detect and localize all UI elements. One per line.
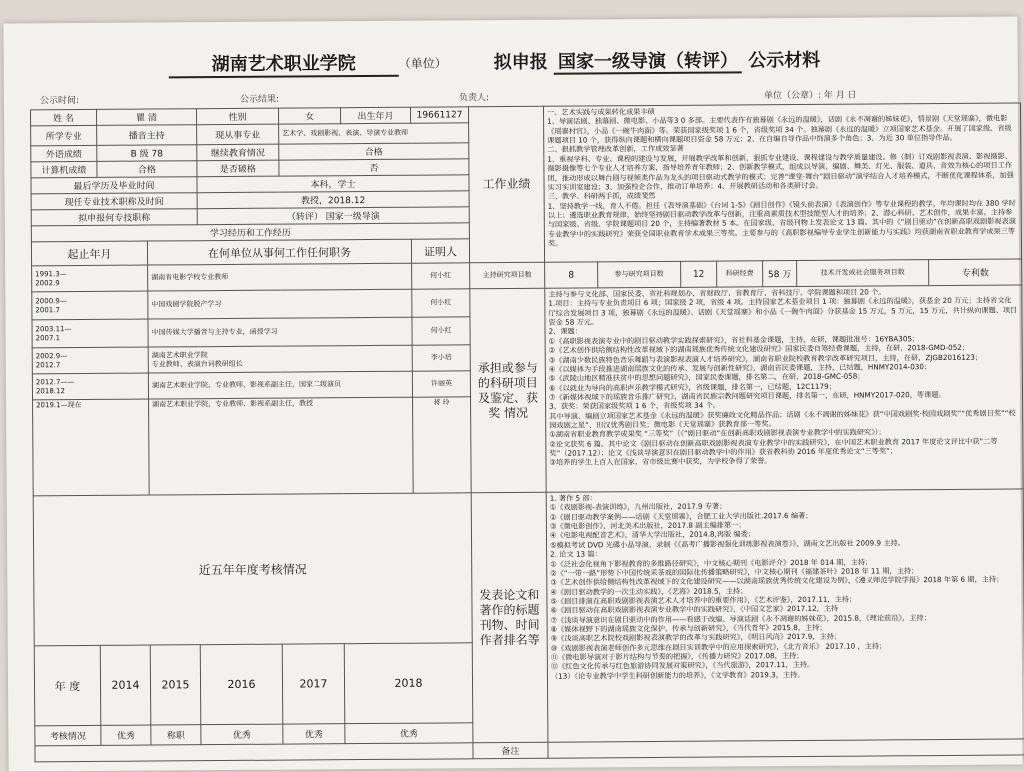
history-time: 2002.9— 2012.7 (32, 347, 148, 374)
history-time: 2000.9— 2001.7 (32, 291, 148, 320)
publication-line: ⑫《红色文化传承与红色旅游协同发展对策研究》，《当代旅游》，2017.11，主持。 (550, 660, 815, 672)
research-text (545, 285, 1023, 492)
person-in-charge: 负责人: (458, 93, 490, 104)
current-major-label: 现从事专业 (197, 124, 279, 145)
publication-line: ⑨《浅谈高职艺术院校戏剧影视表演教学的改革与实践研究》，《明日风尚》2017.9，主持； (550, 632, 842, 644)
result-cell: 优秀 (345, 723, 473, 744)
major-label: 所学专业 (31, 125, 97, 145)
publications-text (546, 489, 1024, 742)
publication-line: 2. 论文 13 篇： (550, 549, 602, 559)
research-line: 其中导演、编剧立项国家艺术基金《永远的温暖》获奖廉政文化精品作品；话剧《永不凋谢的姊妹花》获“中国戏剧奖·校园戏剧奖”“优秀剧目奖”“校园戏剧之星”、田汉优秀剧目奖；微电影《天堂瑶寨》获教育部一等奖。 (549, 408, 1016, 430)
result-label: 考核情况 (35, 725, 101, 745)
stat-join-label: 参与研究项目数 (598, 261, 681, 288)
current-major-value: 艺术学、戏剧影视、表演、导演专业教师 (279, 123, 469, 144)
research-line: ①《高职影视表演专业中的剧目驱动教学实践探索研究》，省社科基金课题，主持，在研，课题批准号：16YBA305； (548, 333, 920, 346)
apply-title-label: 拟申报何专技职称 (31, 209, 197, 226)
gender-label: 性别 (197, 108, 279, 125)
publication-line: ⑤模拟考试 DVD 光碟小品导演、录制《《高考广播影视强化训练影视表演卷》》，湖南文艺出版社 2009.9 主持。 (550, 538, 905, 550)
publication-line: ③《艺术创作供给侧结构性改革视域下的文化建设研究——以湖南瑶族优秀传统文化建设为例》，《遵义师范学院学报》2018 年第 6 期，主持； (550, 574, 1004, 587)
computer-value: 合格 (97, 161, 197, 178)
publication-line: ①《戏剧影视-表演训练》，九州出版社，2017.9 专著； (549, 501, 727, 513)
publication-line: ④《电影电视配音艺术》，清华大学出版社，2014.8,再版 编委； (549, 529, 756, 541)
stat-patent-label (929, 259, 1022, 286)
apply-suffix: 公示材料 (748, 49, 821, 72)
history-witness: 何小红 (412, 317, 470, 345)
document-title (4, 44, 1018, 81)
remark-label: 备注 (473, 742, 548, 759)
research-line: 2、课题： (548, 326, 582, 337)
research-label: 承担或参与的科研项目及鉴定、获奖 情况 (470, 288, 546, 493)
breach-label: 是否破格 (197, 160, 279, 177)
remark-value (548, 739, 1024, 758)
achievement-line: 1、坚持教学一线，育人不倦。担任《表导演基础》《台词 1-5》《剧目创作》《镜头前表演》《表演创作》等专业课程的教学，年均课时均在 380 学时以上；遴选职业教育规律，始终坚持剧目驱动教学改革与创新，注重高素质技术型技能型人才的培养；2、潜心科研、艺术创作，成果丰富。主持参与国家级、省级、学院课题项目 20 个，主持编著教材 5 本。在国家级、省级刊物上发表论文 13 篇。其中的《“剧目驱动”在创新高职戏剧影视表演专业教学中的实践研究》荣获全国职业教育学术成果三等奖。主要参与的《高职影视编导专业学生创新能力与实践》均获湖南省职业教育学成果三等奖。 (547, 198, 1016, 248)
research-line: 主持与参与文化部、国家民委、省社科规划办、省财政厅、省教育厅、省科技厅、学院课题和项目 20 个。 (548, 287, 886, 299)
research-line: 3、获奖：荣获国家级奖项 1 6 个，省级奖项 34 个。 (549, 400, 720, 412)
achievement-line: 1、重视学科、专业、课程的建设与发展，开展教学改革和创新，狠抓专业建设、课程建设与教学质量建设。修（制）订戏剧影视表演、影视摄影、摄影摄像等七个专业人才培养方案，指导培养青年教师；2、创新教学模式，组成以导演、编剧、舞美、灯光、服装、道具、音效为核心的项目工作团，推动形成以舞台剧与视频类作品为龙头的项目驱动式教学的模式；完善“课堂·舞台”剧目驱动”演学结合人才培养模式，不断优化课程体系，加强实习实训室建设；3、加强校企合作，推动订单培养；4、开展教研活动和各类研讨会。 (547, 151, 1014, 192)
result-cell: 优秀 (283, 724, 345, 744)
notice-time: 公示时间: (39, 96, 80, 107)
year-cell: 2015 (150, 645, 201, 725)
publication-line: ⑥《剧目驱动在高职戏剧影视表演专业教学中的实践研究》，《中国文艺家》2017.12，主持 (550, 604, 839, 616)
gender-value: 女 (278, 108, 340, 124)
foreign-label: 外语成绩 (31, 145, 97, 161)
stat-fund-label: 科研经费 (717, 261, 763, 287)
history-col-time: 起止年月 (31, 241, 147, 266)
history-witness: 许丽英 (412, 371, 470, 397)
year-cell: 2018 (344, 643, 473, 724)
computer-label: 计算机成绩 (31, 161, 97, 177)
title-time-value: 教授，2018.12 (197, 191, 469, 209)
unit-label: （单位） (398, 56, 447, 71)
apply-prefix: 拟申报 (493, 51, 548, 74)
history-witness: 蒋 玲 (413, 397, 472, 493)
history-col-work: 在何单位从事何工作任何职务 (147, 239, 411, 265)
assessment-title: 近五年年度考核情况 (33, 493, 472, 646)
research-line: ⑤《武陵山地区精准扶贫中的思想问题研究》，国家民委课题，排名第二，在研，2018-GMC-058； (548, 371, 865, 383)
publication-line: ⑩《戏剧影视表演老师创作多元思维在剧目实训教学中的应用探索研究》，《北方音乐》 2017.10 ，主持； (550, 641, 887, 653)
publication-line: 1. 著作 5 部： (549, 493, 597, 503)
institution-name: 湖南艺术职业学院 (169, 49, 399, 79)
publication-line: ②《“一带一路”形势下中国传统采茶戏的国际化传播策略研究》，中文核心期刊《福建茶叶》2018 年 11 期，主持； (550, 566, 919, 578)
name-value: 瞿 清 (97, 109, 197, 126)
publication-line: ⑦《浅谈导演意识在剧目驱动中的作用——看感于改编、导演话剧《永不凋谢的姊妹花》，2015.8，《理论前沿》，主持； (550, 612, 931, 625)
foreign-value: B 级 78 (97, 145, 197, 162)
history-work: 湖南艺术职业学院，专业教师、影视系副主任，国家二级演员 (148, 371, 412, 399)
continuing-value: 合格 (279, 143, 469, 160)
major-value: 播音主持 (97, 125, 197, 146)
year-cell: 2014 (100, 645, 151, 725)
research-line: ③培养的学生上百人在国家、省市级比赛中获奖，为学校争得了荣誉。 (549, 456, 772, 468)
history-time: 2003.11— 2007.1 (32, 319, 148, 348)
achievement-line: 1、导演话剧、独幕剧、微电影、小品等3 0 多部。主要代表作有独幕剧《永远的温暖》，话剧《永不凋谢的姊妹花》，情景剧《天堂瑶寨》，微电影《瑶寨村官》，小品《一碗牛肉面》等。荣获国家级奖项 1 6 个，省级奖项 34 个。独幕剧《永远的温暖》立项国家艺术基金。开展了国家级、省级课题项目 10 个，获得纵向课题和横向课题项目资金 58 万元；2、在自编自导作品中饰演多个角色；3、为近 30 单位指导作品。 (547, 113, 1012, 145)
achievement-line: 二、狠抓教学管理改革创新，工作成效显著 (547, 144, 684, 155)
year-cell: 2016 (200, 644, 283, 725)
document-sheet (3, 16, 1022, 771)
history-work: 湖南艺术职业学院，专业教师、影视系副主任，教授 (149, 397, 414, 495)
stat-fund-value: 58 万 (763, 261, 797, 287)
achievement-line: 一、艺术实践与成果转化成果丰硕 (547, 107, 655, 117)
stat-host-label: 主持研究项目数 (470, 262, 545, 289)
publication-line: ③《微电影创作》，河北美术出版社，2017.8 副主编排第一； (549, 520, 746, 531)
year-cell: 2017 (282, 644, 345, 724)
history-witness: 何小红 (412, 289, 470, 317)
history-work: 湖南省电影学校专业教师 (148, 263, 412, 291)
continuing-label: 继续教育情况 (197, 144, 279, 161)
edu-value: 本科，学士 (197, 175, 469, 193)
research-line: ④《以媒体为手段推进湖南瑶族文化的传承、发展与创新性研究》，湖南省民委课题，主持，已结题，HNMY2014-030； (548, 361, 932, 374)
publication-line: ⑧《媒体视野下的湖南瑶族文化保护、传承与创新研究》，《当代青年》2015.8，主持； (550, 622, 827, 634)
achievement-text (543, 103, 1021, 262)
year-label: 年 度 (34, 645, 101, 725)
stat-service-label: 技术开发或社会服务项目数 (797, 260, 929, 287)
research-line: ②论文获奖 6 篇。其中论文《剧目驱动在创新高职戏剧影视表演专业教学中的实践研究》，在中国艺术职业教育 2017 年度论文评比中获“二等奖”（2017.12）；论文《浅谈导演意识在剧目驱动教学中的作用》获省教科协 2016 年度优秀论文“三等奖”； (549, 436, 998, 458)
result-cell: 优秀 (101, 725, 151, 745)
publication-line: ⑤《剧目排演在高职戏剧影视表演艺术人才培养中的重要作用》，《艺术评鉴》，2017.11，主持； (550, 594, 857, 606)
apply-target: 国家一级导演（转评） (554, 50, 742, 74)
history-time: 2019.1—现在 (33, 399, 150, 496)
publication-line: ④《剧目驱动教学的一次生动实践》，《艺海》2018.5，主持； (550, 585, 748, 597)
history-time: 2012.7—— 2018.12 (32, 373, 148, 400)
form-table (30, 102, 1024, 762)
birth-label: 出生年月 (340, 107, 410, 123)
publication-line: ⑪《微电影导演对于影片结构与节奏的把握》，《传播力研究》2017.08，主持； (550, 651, 804, 662)
history-work: 中国传媒大学播音与主持专业，函授学习 (148, 317, 412, 347)
publication-line: ②《剧目驱动教学案例——话剧《天堂瑶寨》，合肥工业大学出版社.2017.6 编著； (549, 510, 813, 522)
breach-value: 否 (279, 159, 469, 176)
result-cell: 优秀 (201, 724, 283, 745)
edu-label: 最后学历及毕业时间 (31, 177, 197, 194)
research-line: 1.项目：主持与专业负责项目 6 项；国家级 2 项，省级 4 项。主持国家艺术基金项目 1 项：独幕剧《永远的温暖》，获基金 20 万元；主持省文化厅综合发展项目 3 项，独幕剧《永远的温暖》、话剧《天堂瑶寨》和小品《一碗牛肉面》分获基金 15 万元，5 万元，15 万元，共计纵向课题、项目资金 58 万元。 (548, 295, 1018, 327)
research-line: ⑥《以就业为导向的高职声乐教学模式研究》，省级课题，排名第一，已结题，12C1179； (548, 381, 836, 393)
research-line: ②《艺术创作供给侧结构性改革视域下的湖南瑶族优秀传统文化建设研究》国家民委自筹经费课题，主持，在研，2018-GMD-052； (548, 342, 970, 355)
birth-value: 19661127 (410, 107, 468, 123)
stat-join-value: 12 (681, 261, 717, 287)
publication-line: （13）《论专业教学中学生科研创新能力的培养》，《文学教育》2019.3，主持。 (550, 669, 805, 681)
unit-stamp-date: 单位（公章）: 年 月 日 (763, 90, 857, 102)
publication-line: ①《泛社会化视角下影视教育的多维路径研究》，中文核心期刊《电影评介》2018 年 014 期，主持； (550, 557, 873, 569)
apply-title-value: （转评） 国家一级导演 (197, 207, 469, 225)
history-title: 学习经历和工作经历 (31, 223, 469, 242)
result-cell: 称职 (151, 725, 201, 745)
publications-label: 发表论文和著作的标题刊物、时间作者排名等 (471, 492, 548, 743)
notice-result: 公示结果: (239, 94, 280, 105)
history-col-witness: 证明人 (411, 239, 469, 263)
research-line: ③《湖南少数民族特色音乐舞蹈与表演影视表演人才培养研究》，湖南省职业院校教育教学改革研究项目，主持，在研，ZJGB2016123； (548, 352, 983, 365)
achievement-line: 三、教学、科研两手抓，成绩斐然 (547, 191, 656, 201)
history-work: 湖南艺术职业学院 专业教师、表演台词教研组长 (148, 345, 412, 373)
history-witness: 李小培 (412, 345, 470, 371)
research-line: ⑦《新媒体视域下的瑶族音乐推广研究》，湖南省民族宗教问题研究项目课题，排名第一，在研，HNMY2017-020，等课题。 (548, 389, 946, 402)
history-time: 1991.3— 2002.9 (32, 265, 148, 292)
apply-title (494, 46, 821, 74)
title-time-label: 现任专业技术职称及时间 (31, 193, 197, 210)
research-line: ①湖南省职业教育教学成果奖 “三等奖”（《“剧目驱动”在创新高职戏剧影视表演专业教学中的实践研究》）； (549, 427, 886, 440)
history-work: 中国戏剧学院脱产学习 (148, 289, 412, 319)
remark-spacer (35, 743, 473, 762)
history-witness: 何小红 (412, 263, 470, 289)
name-label: 姓 名 (31, 109, 97, 125)
stat-patent-label-text: 专利数 (961, 268, 989, 279)
achievement-label: 工作业绩 (468, 106, 544, 263)
stat-host-value: 8 (545, 262, 598, 288)
